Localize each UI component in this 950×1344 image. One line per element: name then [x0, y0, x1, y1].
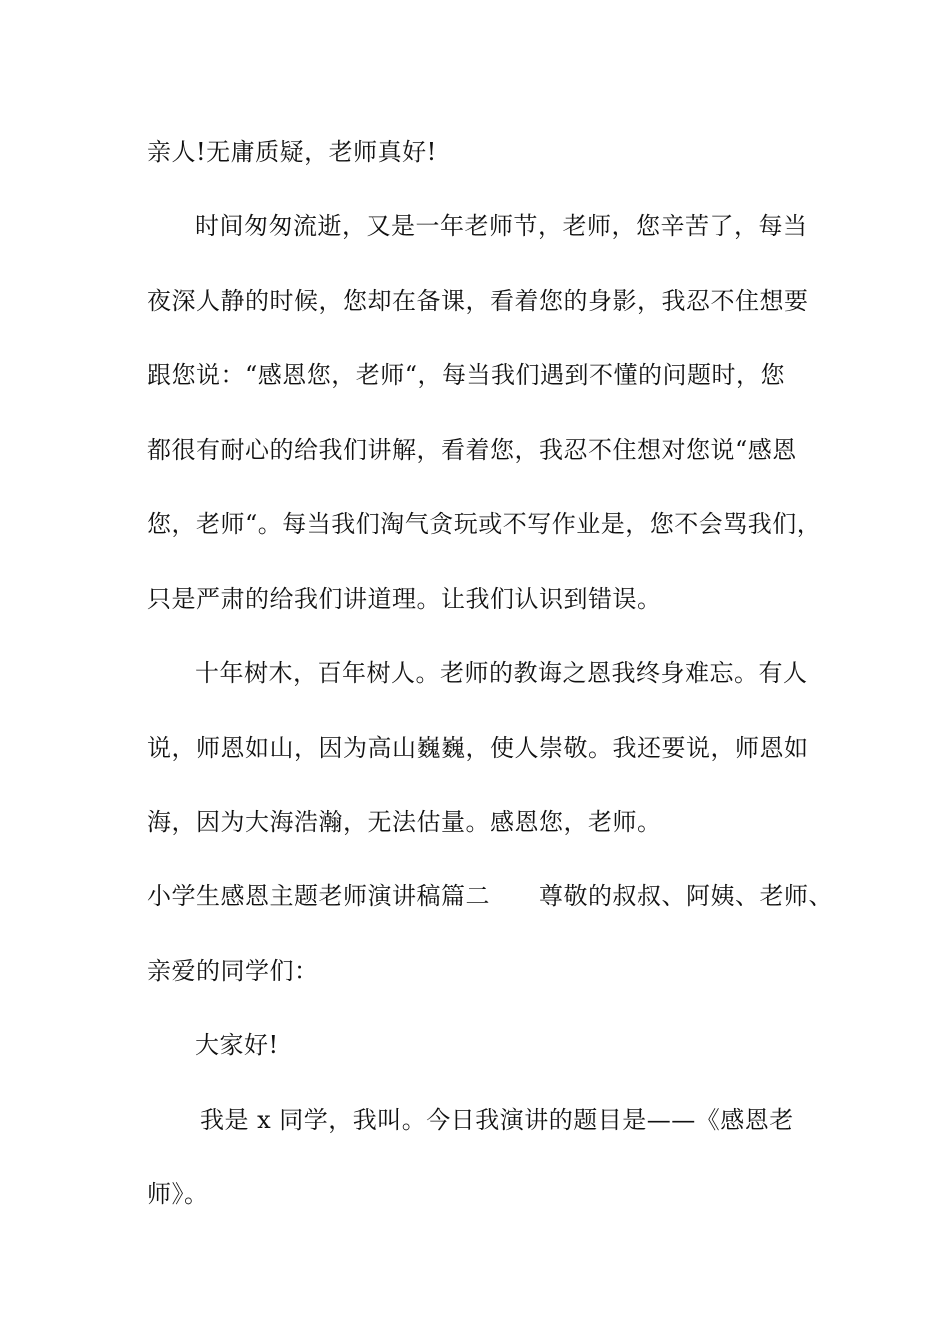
greeting-line: 大家好!: [195, 1031, 279, 1059]
text-line: 师》。: [147, 1180, 209, 1208]
section-heading-line: 小学生感恩主题老师演讲稿篇二 尊敬的叔叔、阿姨、老师、: [147, 882, 833, 910]
text-line: 只是严肃的给我们讲道理。让我们认识到错误。: [147, 585, 662, 613]
text-line: 亲人!无庸质疑，老师真好!: [147, 138, 437, 166]
paragraph-first-line: 时间匆匆流逝，又是一年老师节，老师，您辛苦了，每当: [195, 212, 808, 240]
text-line: 都很有耐心的给我们讲解，看着您，我忍不住想对您说“感恩: [147, 436, 797, 464]
text-line: 说，师恩如山，因为高山巍巍，使人崇敬。我还要说，师恩如: [147, 734, 809, 762]
text-line: 跟您说：“感恩您，老师“，每当我们遇到不懂的问题时，您: [147, 361, 786, 389]
text-line: 亲爱的同学们：: [147, 957, 319, 985]
paragraph-first-line: 我是 x 同学，我叫。今日我演讲的题目是——《感恩老: [200, 1106, 794, 1134]
text-line: 您，老师“。每当我们淘气贪玩或不写作业是，您不会骂我们，: [147, 510, 822, 538]
text-line: 海，因为大海浩瀚，无法估量。感恩您，老师。: [147, 808, 662, 836]
paragraph-first-line: 十年树木，百年树人。老师的教诲之恩我终身难忘。有人: [195, 659, 808, 687]
text-line: 夜深人静的时候，您却在备课，看着您的身影，我忍不住想要: [147, 287, 809, 315]
